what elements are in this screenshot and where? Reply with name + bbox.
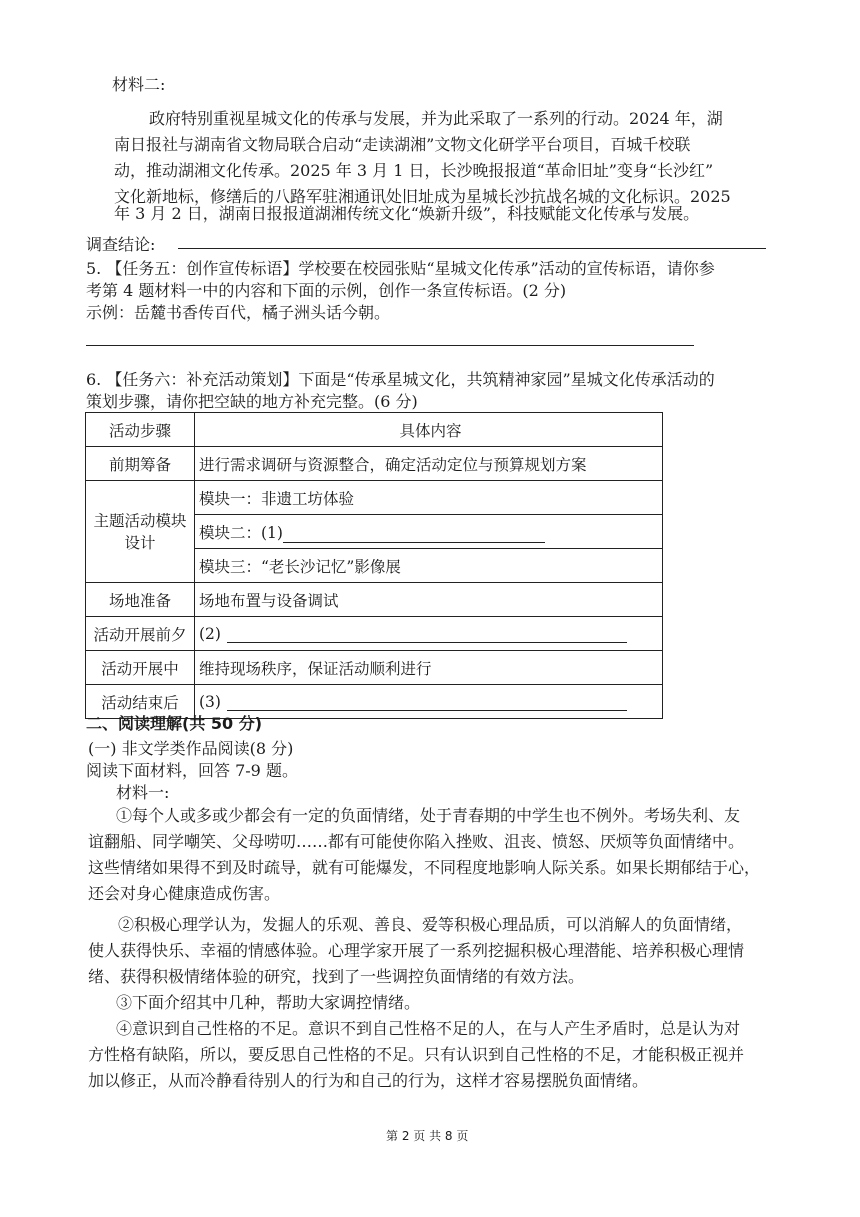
content-cell — [195, 685, 663, 719]
material2-line: 文化新地标，修缮后的八路军驻湘通讯处旧址成为星城长沙抗战名城的文化标识。2025 — [114, 187, 731, 206]
para-line: 还会对身心健康造成伤害。 — [88, 884, 281, 903]
para-line: 使人获得快乐、幸福的情感体验。心理学家开展了一系列挖掘积极心理潜能、培养积极心理情 — [88, 941, 745, 960]
q5-example: 示例：岳麓书香传百代，橘子洲头话今朝。 — [86, 303, 391, 322]
q5-prompt-line1: 5. 【任务五：创作宣传标语】学校要在校园张贴“星城文化传承”活动的宣传标语，请你参 — [86, 259, 715, 278]
para-line: 谊翻船、同学嘲笑、父母唠叨……都有可能使你陷入挫败、沮丧、愤怒、厌烦等负面情绪中。 — [88, 832, 745, 851]
content-cell: 模块三：“老长沙记忆”影像展 — [195, 549, 663, 583]
table-row — [86, 583, 663, 617]
para-line: ①每个人或多或少都会有一定的负面情绪，处于青春期的中学生也不例外。考场失利、友 — [116, 806, 741, 825]
step-cell: 活动开展中 — [86, 651, 195, 685]
q6-prompt-line2: 策划步骤，请你把空缺的地方补充完整。(6 分) — [86, 392, 418, 411]
blank-1[interactable] — [283, 527, 545, 543]
material1-heading: 材料一: — [116, 783, 170, 802]
para-line: ③下面介绍其中几种，帮助大家调控情绪。 — [116, 993, 421, 1012]
q6-prompt-line1: 6. 【任务六：补充活动策划】下面是“传承星城文化，共筑精神家园”星城文化传承活动的 — [86, 370, 715, 389]
step-cell: 活动结束后 — [86, 685, 195, 719]
table-row — [86, 447, 663, 481]
material2-line: 政府特别重视星城文化的传承与发展，并为此采取了一系列的行动。2024 年，湖 — [149, 109, 723, 128]
conclusion-answer-line[interactable] — [178, 248, 766, 249]
content-cell: 模块一：非遗工坊体验 — [195, 481, 663, 515]
content-cell — [195, 515, 663, 549]
step-cell: 场地准备 — [86, 583, 195, 617]
q5-answer-line[interactable] — [86, 345, 694, 346]
blank-2[interactable] — [227, 627, 627, 643]
q5-prompt-line2: 考第 4 题材料一中的内容和下面的示例，创作一条宣传标语。(2 分) — [86, 281, 567, 300]
material2-heading: 材料二: — [112, 75, 166, 94]
step-cell: 主题活动模块设计 — [86, 481, 195, 583]
step-cell: 活动开展前夕 — [86, 617, 195, 651]
table-row — [86, 481, 663, 515]
page-footer: 第 2 页 共 8 页 — [386, 1129, 469, 1143]
step-cell: 前期筹备 — [86, 447, 195, 481]
content-cell — [195, 617, 663, 651]
content-cell: 维持现场秩序，保证活动顺利进行 — [195, 651, 663, 685]
section2-title: 二、阅读理解(共 50 分) — [86, 714, 263, 733]
material2-line: 年 3 月 2 日，湖南日报报道湖湘传统文化“焕新升级”，科技赋能文化传承与发展。 — [114, 204, 700, 223]
table-row — [86, 651, 663, 685]
module2-label: 模块二：(1) — [199, 523, 283, 542]
para-line: ④意识到自己性格的不足。意识不到自己性格不足的人，在与人产生矛盾时，总是认为对 — [116, 1019, 741, 1038]
table-row — [86, 617, 663, 651]
content-cell: 场地布置与设备调试 — [195, 583, 663, 617]
blank-3-label: (3) — [199, 692, 221, 711]
material2-line: 动，推动湖湘文化传承。2025 年 3 月 1 日，长沙晚报报道“革命旧址”变身“长沙红” — [114, 161, 714, 180]
header-step: 活动步骤 — [86, 413, 195, 447]
table-header-row — [86, 413, 663, 447]
conclusion-label: 调查结论: — [86, 235, 156, 254]
header-content: 具体内容 — [195, 413, 663, 447]
para-line: ②积极心理学认为，发掘人的乐观、善良、爱等积极心理品质，可以消解人的负面情绪， — [118, 915, 743, 934]
blank-3[interactable] — [227, 695, 627, 711]
material2-line: 南日报社与湖南省文物局联合启动“走读湖湘”文物文化研学平台项目，百城千校联 — [114, 135, 691, 154]
section2-subtitle: (一) 非文学类作品阅读(8 分) — [88, 739, 294, 758]
activity-plan-table — [85, 412, 663, 719]
para-line: 这些情绪如果得不到及时疏导，就有可能爆发，不同程度地影响人际关系。如果长期郁结于心， — [88, 858, 761, 877]
para-line: 方性格有缺陷，所以，要反思自己性格的不足。只有认识到自己性格的不足，才能积极正视并 — [88, 1045, 745, 1064]
para-line: 绪、获得积极情绪体验的研究，找到了一些调控负面情绪的有效方法。 — [88, 967, 585, 986]
section2-instruction: 阅读下面材料，回答 7-9 题。 — [86, 761, 298, 780]
content-cell: 进行需求调研与资源整合，确定活动定位与预算规划方案 — [195, 447, 663, 481]
blank-2-label: (2) — [199, 624, 221, 643]
para-line: 加以修正，从而冷静看待别人的行为和自己的行为，这样才容易摆脱负面情绪。 — [88, 1071, 649, 1090]
